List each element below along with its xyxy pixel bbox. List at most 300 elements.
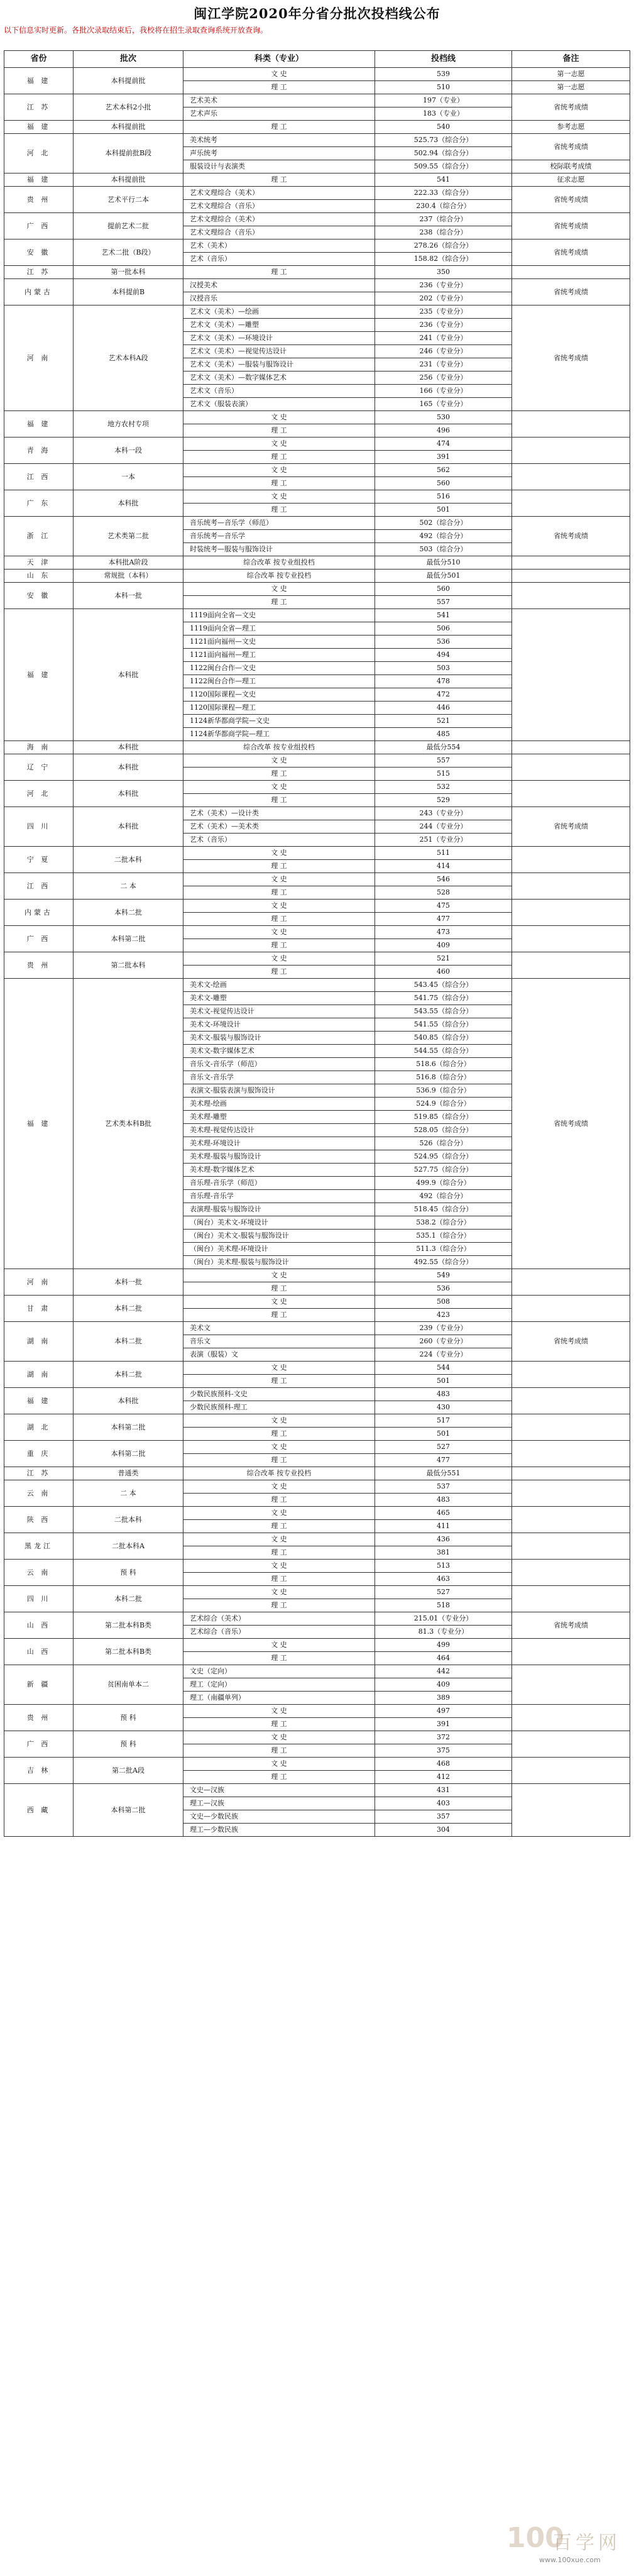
table-row [4,239,630,253]
cell-score: 538.2（综合分） [375,1216,512,1230]
cell-category: 理工（定向） [183,1678,375,1692]
cell-score: 165（专业分） [375,398,512,411]
cell-batch: 普通类 [74,1467,183,1480]
cell-remark: 省统考成绩 [512,979,630,1269]
cell-batch: 本科第二批 [74,1441,183,1467]
cell-category: 美术文-视觉传达设计 [183,1005,375,1018]
table-row [4,1586,630,1599]
watermark-url: www.100xue.com [539,2556,601,2564]
cell-score: 256（专业分） [375,372,512,385]
cell-category: 艺术（音乐） [183,253,375,266]
cell-score: 539 [375,68,512,81]
cell-category: 美术文-雕塑 [183,992,375,1005]
cell-category: 艺术文（美术）—服装与服饰设计 [183,358,375,372]
cell-category: 文 史 [183,1362,375,1375]
cell-category: 文 史 [183,952,375,966]
cell-category: 理 工 [183,1428,375,1441]
cell-remark: 省统考成绩 [512,279,630,305]
cell-category: （闽台）美术理-服装与服饰设计 [183,1256,375,1269]
cell-category: 表演文-服装表演与服饰设计 [183,1084,375,1098]
cell-category: 文 史 [183,464,375,477]
cell-score: 414 [375,860,512,873]
cell-score: 516 [375,490,512,504]
cell-remark [512,1731,630,1758]
cell-category: 理 工 [183,1744,375,1758]
cell-score: 519.85（综合分） [375,1111,512,1124]
table-row [4,979,630,992]
cell-score: 557 [375,754,512,768]
cell-category: 少数民族预科-理工 [183,1401,375,1414]
cell-remark [512,1362,630,1388]
cell-remark [512,1665,630,1705]
cell-province: 安 徽 [4,583,74,609]
cell-province: 山 西 [4,1639,74,1665]
cell-score: 472 [375,688,512,702]
cell-category: 理 工 [183,1718,375,1731]
cell-category: 理 工 [183,504,375,517]
cell-category: 理 工 [183,1771,375,1784]
table-row [4,266,630,279]
cell-remark [512,1480,630,1507]
cell-category: 艺术文理综合（美术） [183,187,375,200]
cell-score: 235（专业分） [375,305,512,319]
cell-score: 562 [375,464,512,477]
table-row [4,1758,630,1771]
cell-remark [512,952,630,979]
cell-category: 理 工 [183,794,375,807]
watermark-word: 百学网 [553,2532,621,2554]
cell-remark [512,266,630,279]
table-row [4,1467,630,1480]
cell-remark [512,1414,630,1441]
cell-category: 理工（南疆单列） [183,1692,375,1705]
cell-score: 81.3（专业分） [375,1626,512,1639]
cell-remark [512,1705,630,1731]
table-body [4,68,630,1837]
cell-remark [512,1758,630,1784]
cell-category: 艺术文（美术）—雕塑 [183,319,375,332]
cell-score: 536 [375,1282,512,1296]
cell-province: 河 北 [4,134,74,173]
cell-score: 403 [375,1797,512,1810]
cell-score: 518 [375,1599,512,1612]
cell-category: 理 工 [183,266,375,279]
cell-remark [512,1586,630,1612]
table-row [4,1296,630,1309]
table-row [4,187,630,200]
cell-category: 美术文-绘画 [183,979,375,992]
cell-category: 理 工 [183,596,375,609]
cell-score: 238（综合分） [375,226,512,239]
cell-category: 美术理-雕塑 [183,1111,375,1124]
table-row [4,464,630,477]
cell-score: 236（专业分） [375,279,512,292]
cell-remark [512,1467,630,1480]
cell-category: 理 工 [183,886,375,900]
cell-score: 477 [375,913,512,926]
cell-category: 艺术文（美术）—绘画 [183,305,375,319]
cell-province: 江 苏 [4,94,74,121]
cell-remark [512,1507,630,1533]
table-row [4,873,630,886]
cell-score: 最低分501 [375,570,512,583]
cell-batch: 本科一批 [74,583,183,609]
cell-remark: 征求志愿 [512,173,630,187]
cell-score: 260（专业分） [375,1335,512,1348]
cell-category: 理 工 [183,477,375,490]
table-row [4,173,630,187]
admission-score-table [4,50,630,1837]
cell-remark [512,926,630,952]
cell-score: 304 [375,1824,512,1837]
table-row [4,609,630,622]
cell-category: 文 史 [183,1758,375,1771]
cell-province: 河 北 [4,781,74,807]
table-row [4,1665,630,1678]
cell-province: 陕 西 [4,1507,74,1533]
cell-category: 艺术综合（音乐） [183,1626,375,1639]
cell-category: 音乐文-音乐学 [183,1071,375,1084]
cell-category: 美术文-环境设计 [183,1018,375,1032]
cell-score: 541.55（综合分） [375,1018,512,1032]
cell-category: 理 工 [183,1599,375,1612]
cell-batch: 艺术平行二本 [74,187,183,213]
cell-category: 美术理-视觉传达设计 [183,1124,375,1137]
cell-score: 511 [375,847,512,860]
cell-score: 544 [375,1362,512,1375]
cell-batch: 本科二批 [74,1586,183,1612]
cell-category: 文 史 [183,1560,375,1573]
cell-remark [512,873,630,900]
cell-batch: 一本 [74,464,183,490]
page-title: 闽江学院2020年分省分批次投档线公布 [194,6,440,21]
cell-province: 福 建 [4,609,74,741]
watermark-mark: 100 [506,2522,564,2554]
cell-category: 文 史 [183,1441,375,1454]
cell-category: 文 史 [183,583,375,596]
cell-score: 501 [375,1428,512,1441]
cell-province: 天 津 [4,556,74,570]
cell-batch: 本科批 [74,741,183,754]
cell-category: 理工—汉族 [183,1797,375,1810]
cell-category: 理 工 [183,966,375,979]
cell-score: 529 [375,794,512,807]
cell-score: 243（专业分） [375,807,512,820]
table-row [4,847,630,860]
cell-score: 423 [375,1309,512,1322]
cell-score: 436 [375,1533,512,1546]
cell-batch: 本科一段 [74,438,183,464]
cell-score: 230.4（综合分） [375,200,512,213]
cell-province: 福 建 [4,411,74,438]
cell-score: 357 [375,1810,512,1824]
table-row [4,583,630,596]
cell-score: 517 [375,1414,512,1428]
cell-category: 理 工 [183,1282,375,1296]
cell-category: 理 工 [183,173,375,187]
cell-score: 446 [375,702,512,715]
cell-score: 464 [375,1652,512,1665]
cell-score: 431 [375,1784,512,1797]
cell-province: 江 苏 [4,1467,74,1480]
cell-batch: 本科一批 [74,1269,183,1296]
cell-remark: 省统考成绩 [512,239,630,266]
cell-score: 499.9（综合分） [375,1177,512,1190]
table-row [4,556,630,570]
cell-batch: 预 科 [74,1705,183,1731]
table-row [4,926,630,939]
cell-remark: 省统考成绩 [512,213,630,239]
cell-remark: 省统考成绩 [512,517,630,556]
cell-score: 521 [375,952,512,966]
header-remark: 备注 [512,51,630,68]
cell-province: 福 建 [4,68,74,94]
cell-category: 文史—少数民族 [183,1810,375,1824]
table-row [4,1705,630,1718]
cell-batch: 本科提前批 [74,173,183,187]
cell-score: 496 [375,424,512,438]
cell-category: 汉授美术 [183,279,375,292]
cell-score: 485 [375,728,512,741]
cell-score: 499 [375,1639,512,1652]
table-row [4,279,630,292]
header-batch: 批次 [74,51,183,68]
cell-category: 文 史 [183,1296,375,1309]
cell-category: 汉授音乐 [183,292,375,305]
cell-category: 文 史 [183,411,375,424]
cell-remark: 参考志愿 [512,121,630,134]
cell-category: 理 工 [183,1375,375,1388]
cell-category: 文 史 [183,754,375,768]
cell-batch: 本科批 [74,1388,183,1414]
cell-category: 美术理-服装与服饰设计 [183,1150,375,1164]
table-row [4,1480,630,1494]
cell-batch: 常规批（本科） [74,570,183,583]
cell-score: 278.26（综合分） [375,239,512,253]
cell-category: 理 工 [183,81,375,94]
cell-category: 文 史 [183,1480,375,1494]
cell-category: 美术文 [183,1322,375,1335]
cell-category: （闽台）美术理-环境设计 [183,1243,375,1256]
cell-category: 理 工 [183,1520,375,1533]
cell-batch: 本科批A阶段 [74,556,183,570]
cell-score: 502.94（综合分） [375,147,512,160]
cell-score: 222.33（综合分） [375,187,512,200]
cell-score: 最低分554 [375,741,512,754]
cell-province: 福 建 [4,979,74,1269]
cell-category: 美术理-绘画 [183,1098,375,1111]
cell-category: 理 工 [183,1546,375,1560]
cell-score: 544.55（综合分） [375,1045,512,1058]
cell-category: 艺术文（美术）—视觉传达设计 [183,345,375,358]
table-row [4,900,630,913]
table-row [4,1414,630,1428]
cell-score: 483 [375,1388,512,1401]
cell-batch: 本科二批 [74,1322,183,1362]
cell-category: 1124新华都商学院—文史 [183,715,375,728]
cell-province: 江 西 [4,873,74,900]
cell-category: 文 史 [183,438,375,451]
cell-score: 391 [375,1718,512,1731]
cell-score: 465 [375,1507,512,1520]
cell-remark: 第一志愿 [512,81,630,94]
cell-score: 526（综合分） [375,1137,512,1150]
cell-batch: 提前艺术二批 [74,213,183,239]
cell-category: 艺术声乐 [183,107,375,121]
cell-score: 540.85（综合分） [375,1032,512,1045]
cell-remark [512,900,630,926]
cell-category: 1121面向福州—理工 [183,649,375,662]
cell-score: 557 [375,596,512,609]
cell-category: 少数民族预科-文史 [183,1388,375,1401]
cell-score: 246（专业分） [375,345,512,358]
cell-score: 492.55（综合分） [375,1256,512,1269]
cell-batch: 本科二批 [74,1296,183,1322]
cell-batch: 二 本 [74,1480,183,1507]
cell-category: 艺术文理综合（美术） [183,213,375,226]
cell-batch: 本科提前B [74,279,183,305]
cell-batch: 本科二批 [74,900,183,926]
cell-category: 表演（服装）文 [183,1348,375,1362]
header-category: 科类（专业） [183,51,375,68]
cell-province: 广 东 [4,490,74,517]
cell-remark [512,1296,630,1322]
cell-province: 四 川 [4,1586,74,1612]
notice-text: 以下信息实时更新。各批次录取结束后，我校将在招生录取查询系统开放查询。 [4,26,268,35]
cell-category: 理 工 [183,768,375,781]
cell-category: 1119面向全省—文史 [183,609,375,622]
cell-score: 166（专业分） [375,385,512,398]
cell-province: 福 建 [4,173,74,187]
cell-batch: 二批本科 [74,1507,183,1533]
table-row [4,121,630,134]
cell-batch: 本科第二批 [74,926,183,952]
cell-category: 艺术文（美术）—环境设计 [183,332,375,345]
cell-score: 477 [375,1454,512,1467]
cell-score: 202（专业分） [375,292,512,305]
cell-category: 理 工 [183,860,375,873]
cell-batch: 第二批本科 [74,952,183,979]
table-row [4,1322,630,1335]
cell-category: 音乐统考—音乐学（师范） [183,517,375,530]
cell-category: 1122闽台合作—文史 [183,662,375,675]
table-row [4,68,630,81]
cell-province: 重 庆 [4,1441,74,1467]
cell-batch: 第二批本科B类 [74,1612,183,1639]
cell-score: 375 [375,1744,512,1758]
cell-score: 508 [375,1296,512,1309]
cell-category: 艺术（音乐） [183,834,375,847]
cell-score: 460 [375,966,512,979]
cell-score: 513 [375,1560,512,1573]
cell-score: 518.45（综合分） [375,1203,512,1216]
cell-batch: 本科批 [74,490,183,517]
cell-batch: 艺术二批（B段） [74,239,183,266]
cell-score: 244（专业分） [375,820,512,834]
cell-remark [512,1441,630,1467]
cell-score: 503（综合分） [375,543,512,556]
table-row [4,1269,630,1282]
cell-category: （闽台）美术文-环境设计 [183,1216,375,1230]
cell-score: 最低分551 [375,1467,512,1480]
cell-remark [512,1560,630,1586]
cell-remark [512,438,630,464]
table-header-row [4,51,630,68]
table-row [4,213,630,226]
cell-remark: 校际联考成绩 [512,160,630,173]
cell-province: 河 南 [4,305,74,411]
cell-province: 内蒙古 [4,900,74,926]
cell-category: 理 工 [183,1454,375,1467]
cell-category: 艺术文（音乐） [183,385,375,398]
cell-category: 文 史 [183,1731,375,1744]
cell-province: 广 西 [4,213,74,239]
cell-category: 文 史 [183,1586,375,1599]
cell-score: 560 [375,477,512,490]
cell-province: 新 疆 [4,1665,74,1705]
cell-score: 372 [375,1731,512,1744]
table-row [4,94,630,107]
cell-category: 艺术综合（美术） [183,1612,375,1626]
cell-remark [512,1388,630,1414]
table-row [4,1533,630,1546]
cell-province: 广 西 [4,926,74,952]
cell-category: 理 工 [183,451,375,464]
cell-province: 贵 州 [4,1705,74,1731]
cell-province: 吉 林 [4,1758,74,1784]
cell-batch: 第二批A段 [74,1758,183,1784]
cell-score: 381 [375,1546,512,1560]
cell-province: 辽 宁 [4,754,74,781]
cell-score: 536.9（综合分） [375,1084,512,1098]
cell-score: 501 [375,1375,512,1388]
cell-batch: 本科批 [74,754,183,781]
table-row [4,1612,630,1626]
cell-province: 河 南 [4,1269,74,1296]
cell-score: 241（专业分） [375,332,512,345]
cell-score: 497 [375,1705,512,1718]
cell-batch: 本科提前批B段 [74,134,183,173]
cell-batch: 本科提前批 [74,68,183,94]
cell-category: 文史—汉族 [183,1784,375,1797]
cell-score: 183（专业） [375,107,512,121]
table-row [4,134,630,147]
cell-category: 表演理-服装与服饰设计 [183,1203,375,1216]
cell-category: 1119面向全省—理工 [183,622,375,636]
cell-score: 541 [375,173,512,187]
table-row [4,411,630,424]
cell-score: 521 [375,715,512,728]
cell-category: 文 史 [183,873,375,886]
cell-batch: 本科批 [74,609,183,741]
cell-category: 音乐统考—音乐学 [183,530,375,543]
cell-score: 516.8（综合分） [375,1071,512,1084]
cell-category: 音乐理-音乐学 [183,1190,375,1203]
cell-score: 430 [375,1401,512,1414]
cell-province: 西 藏 [4,1784,74,1837]
cell-province: 广 西 [4,1731,74,1758]
cell-score: 412 [375,1771,512,1784]
cell-batch: 地方农村专项 [74,411,183,438]
cell-category: 文 史 [183,926,375,939]
cell-score: 409 [375,939,512,952]
cell-category: 服装设计与表演类 [183,160,375,173]
cell-province: 湖 南 [4,1322,74,1362]
cell-score: 492（综合分） [375,530,512,543]
cell-category: 艺术（美术）—设计类 [183,807,375,820]
cell-province: 湖 北 [4,1414,74,1441]
cell-category: 1124新华都商学院—理工 [183,728,375,741]
